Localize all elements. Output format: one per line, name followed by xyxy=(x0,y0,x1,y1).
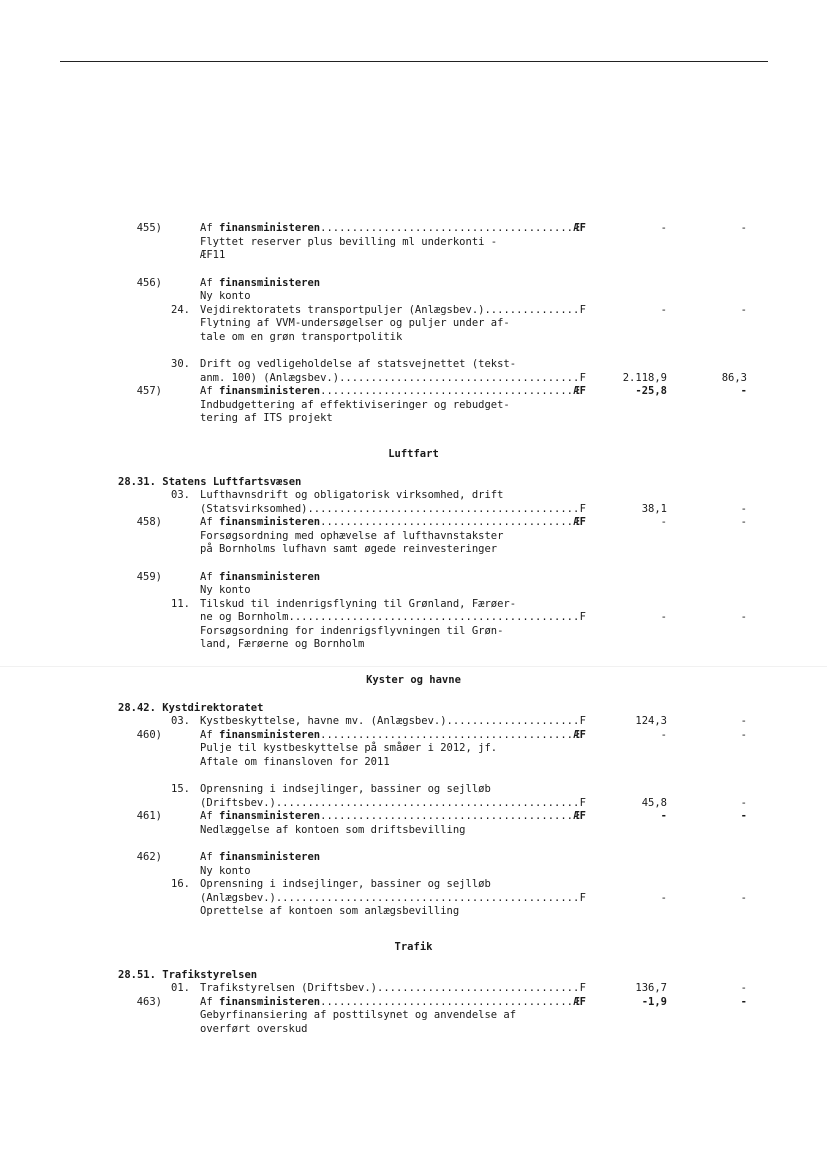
value-col1: - xyxy=(660,810,667,822)
document-body: 455) Af finansministeren ..... ÆF - - Flyttet reserver plus bevilling ml underkonti - ÆF11 456) Af finansministeren Ny konto 24. Vejdirektoratets transportpuljer (Anlægsbev.) ..... F - - Flytning af VVM-undersøgelser og puljer under af- tale om en grøn transportpolitik 30. Drift og vedligeholdelse af statsvejnettet (tekst- anm. 100) (Anlægsbev.) ..... F 2.118,9 86,3 457) Af finansministeren ..... ÆF -25,8 - Indbudgettering af effektiviseringer og rebudget- tering af ITS projekt Luftfart 28.31. Statens Luftfartsvæsen 03. Lufthavnsdrift og obligatorisk virksomhed, drift (Statsvirksomhed) ..... F 38,1 - 458) Af finansministeren ..... ÆF - - Forsøgsordning med ophævelse af lufthavnstakster på Bornholms lufhavn samt øgede reinvesteringer 459) Af finansministeren Ny konto 11. Tilskud til indenrigsflyning til Grønland, Færøer- ne og Bornholm ..... F - - Forsøgsordning for indenrigsflyvningen til Grøn- land, Færøerne og Bornholm Kyster og havne 28.42. Kystdirektoratet 03. Kystbeskyttelse, havne mv. (Anlægsbev.) ..... F 124,3 - 460) Af finansministeren ..... ÆF - - Pulje til kystbeskyttelse på småøer i 2012, jf. Aftale om finansloven for 2011 15. Oprensning i indsejlinger, bassiner og sejlløb (Driftsbev.) ..... F 45,8 - 461) Af finansministeren ..... ÆF - - Nedlæggelse af kontoen som driftsbevilling 462) Af finansministeren Ny konto 16. Oprensning i indsejlinger, bassiner og sejlløb (Anlægsbev.) ..... F - - Oprettelse af kontoen som anlægsbevilling Trafik 28.51. Trafikstyrelsen 01. Trafikstyrelsen (Driftsbev.) ..... F 136,7 - 463) Af finansministeren ..... ÆF -1,9 - Gebyrfinansiering af posttilsynet og anvendelse af overført overskud xyxy=(0,222,827,1036)
value-col2: - xyxy=(740,303,747,316)
value-col1: - xyxy=(660,728,667,741)
entry-number: 463) xyxy=(136,995,162,1008)
value-col2: - xyxy=(740,982,747,994)
mark: ÆF xyxy=(573,385,586,397)
value-col1: 2.118,9 xyxy=(622,371,667,384)
value-col1: 45,8 xyxy=(641,796,667,809)
mark: F xyxy=(579,891,586,904)
account-label: Lufthavnsdrift og obligatorisk virksomhed, drift xyxy=(200,489,504,501)
entry-455: 455) Af finansministeren ..... ÆF - - xyxy=(0,222,827,236)
entry-description: Indbudgettering af effektiviseringer og rebudget- xyxy=(200,398,510,411)
mark: F xyxy=(579,611,586,623)
entry-description: Flyttet reserver plus bevilling ml underkonti - xyxy=(200,235,498,248)
value-col1: -25,8 xyxy=(635,385,667,397)
scan-fold-line xyxy=(0,666,827,667)
account-label: Oprensning i indsejlinger, bassiner og sejlløb xyxy=(200,878,491,890)
section-code: 28.51. xyxy=(118,968,156,981)
entry-description: Forsøgsordning med ophævelse af lufthavnstakster xyxy=(200,529,504,542)
entry-description: Pulje til kystbeskyttelse på småøer i 2012, jf. xyxy=(200,742,498,754)
account-line xyxy=(0,489,827,503)
section-title xyxy=(0,476,827,490)
new-account-note: Ny konto xyxy=(200,584,251,596)
value-col2: - xyxy=(740,810,747,822)
entry-number: 456) xyxy=(136,276,162,289)
account-label: Tilskud til indenrigsflyning til Grønland, Færøer- xyxy=(200,597,517,610)
account-number: 03. xyxy=(171,715,190,727)
authority: finansministeren xyxy=(218,385,321,397)
authority: finansministeren xyxy=(218,222,321,234)
account-number: 11. xyxy=(171,597,190,610)
section-title xyxy=(0,969,827,983)
new-account-note: Ny konto xyxy=(200,290,251,302)
mark: ÆF xyxy=(573,995,586,1008)
account-line xyxy=(0,598,827,612)
entry-number: 457) xyxy=(136,385,162,397)
section-heading: Trafik xyxy=(394,940,433,953)
authority: finansministeren xyxy=(218,810,321,822)
account-number: 16. xyxy=(171,878,190,890)
authority: finansministeren xyxy=(218,570,321,583)
section-title xyxy=(0,702,827,716)
value-col1: - xyxy=(660,891,667,904)
section-code: 28.31. xyxy=(118,475,156,488)
entry-number: 460) xyxy=(136,728,162,741)
section-name: Statens Luftfartsvæsen xyxy=(162,475,302,488)
authority: finansministeren xyxy=(218,728,321,741)
authority: finansministeren xyxy=(218,516,321,528)
entry-463: 463) Af finansministeren ..... ÆF -1,9 - xyxy=(0,996,827,1010)
entry-description: land, Færøerne og Bornholm xyxy=(200,638,365,650)
value-col1: 136,7 xyxy=(635,982,667,994)
entry-description: Gebyrfinansiering af posttilsynet og anvendelse af xyxy=(200,1009,517,1021)
value-col1: -1,9 xyxy=(641,995,667,1008)
mark: F xyxy=(579,715,586,727)
entry-description: Aftale om finansloven for 2011 xyxy=(200,755,390,768)
value-col2: - xyxy=(740,728,747,741)
value-col2: - xyxy=(740,995,747,1008)
value-col2: - xyxy=(740,222,747,234)
value-col2: - xyxy=(740,796,747,809)
account-number: 01. xyxy=(171,982,190,994)
entry-number: 458) xyxy=(136,516,162,528)
entry-description: ÆF11 xyxy=(200,249,226,261)
entry-456: 456) Af finansministeren xyxy=(136,276,321,289)
section-name: Kystdirektoratet xyxy=(162,701,264,714)
entry-description: Oprettelse af kontoen som anlægsbevilling xyxy=(200,905,460,917)
mark: F xyxy=(579,371,586,384)
entry-462: 462) Af finansministeren xyxy=(136,851,321,863)
section-heading: Kyster og havne xyxy=(366,673,461,686)
entry-description: på Bornholms lufhavn samt øgede reinvesteringer xyxy=(200,543,498,555)
authority: finansministeren xyxy=(218,276,321,289)
value-col1: - xyxy=(660,611,667,623)
account-line: 01. Trafikstyrelsen (Driftsbev.) ..... F 136,7 - xyxy=(0,982,827,996)
account-line: 24. Vejdirektoratets transportpuljer (Anlægsbev.) ..... F - - xyxy=(0,304,827,318)
entry-description: Nedlæggelse af kontoen som driftsbevilling xyxy=(200,823,466,836)
account-number: 24. xyxy=(171,303,190,316)
authority: finansministeren xyxy=(218,851,321,863)
entry-461: 461) Af finansministeren ..... ÆF - - xyxy=(0,810,827,824)
entry-number: 455) xyxy=(136,222,162,234)
value-col2: - xyxy=(740,715,747,727)
value-col1: - xyxy=(660,303,667,316)
account-line xyxy=(0,878,827,892)
account-label: Oprensning i indsejlinger, bassiner og sejlløb xyxy=(200,783,491,795)
entry-459: 459) Af finansministeren xyxy=(136,570,321,583)
account-number: 15. xyxy=(171,783,190,795)
section-code: 28.42. xyxy=(118,701,156,714)
mark: F xyxy=(579,303,586,316)
value-col2: - xyxy=(740,516,747,528)
entry-description: Forsøgsordning for indenrigsflyvningen til Grøn- xyxy=(200,624,504,637)
entry-number: 459) xyxy=(136,570,162,583)
section-heading: Luftfart xyxy=(388,447,439,460)
entry-457: 457) Af finansministeren ..... ÆF -25,8 - xyxy=(0,385,827,399)
mark: ÆF xyxy=(573,810,586,822)
entry-460: 460) Af finansministeren ..... ÆF - - xyxy=(0,729,827,743)
account-line xyxy=(0,783,827,797)
account-number: 03. xyxy=(171,489,190,501)
entry-description: overført overskud xyxy=(200,1022,308,1035)
value-col2: 86,3 xyxy=(721,371,747,384)
entry-description: Flytning af VVM-undersøgelser og puljer under af- xyxy=(200,317,510,329)
authority: finansministeren xyxy=(218,995,321,1008)
value-col1: - xyxy=(660,222,667,234)
entry-number: 461) xyxy=(136,810,162,822)
new-account-note: Ny konto xyxy=(200,864,251,877)
entry-description: tale om en grøn transportpolitik xyxy=(200,330,403,343)
mark: ÆF xyxy=(573,516,586,528)
top-rule xyxy=(60,61,768,62)
mark: F xyxy=(579,796,586,809)
value-col2: - xyxy=(740,891,747,904)
entry-458: 458) Af finansministeren ..... ÆF - - xyxy=(0,516,827,530)
mark: ÆF xyxy=(573,728,586,741)
value-col1: 38,1 xyxy=(641,502,667,515)
value-col1: 124,3 xyxy=(635,715,667,727)
mark: ÆF xyxy=(573,222,586,234)
mark: F xyxy=(579,502,586,515)
account-number: 30. xyxy=(171,358,190,370)
mark: F xyxy=(579,982,586,994)
value-col2: - xyxy=(740,385,747,397)
account-label: Drift og vedligeholdelse af statsvejnettet (tekst- xyxy=(200,358,517,370)
account-line xyxy=(0,358,827,372)
section-name: Trafikstyrelsen xyxy=(162,968,258,981)
entry-number: 462) xyxy=(136,851,162,863)
account-line: 03. Kystbeskyttelse, havne mv. (Anlægsbev.) ..... F 124,3 - xyxy=(0,715,827,729)
value-col2: - xyxy=(740,502,747,515)
value-col1: - xyxy=(660,516,667,528)
entry-description: tering af ITS projekt xyxy=(200,412,333,424)
value-col2: - xyxy=(740,611,747,623)
